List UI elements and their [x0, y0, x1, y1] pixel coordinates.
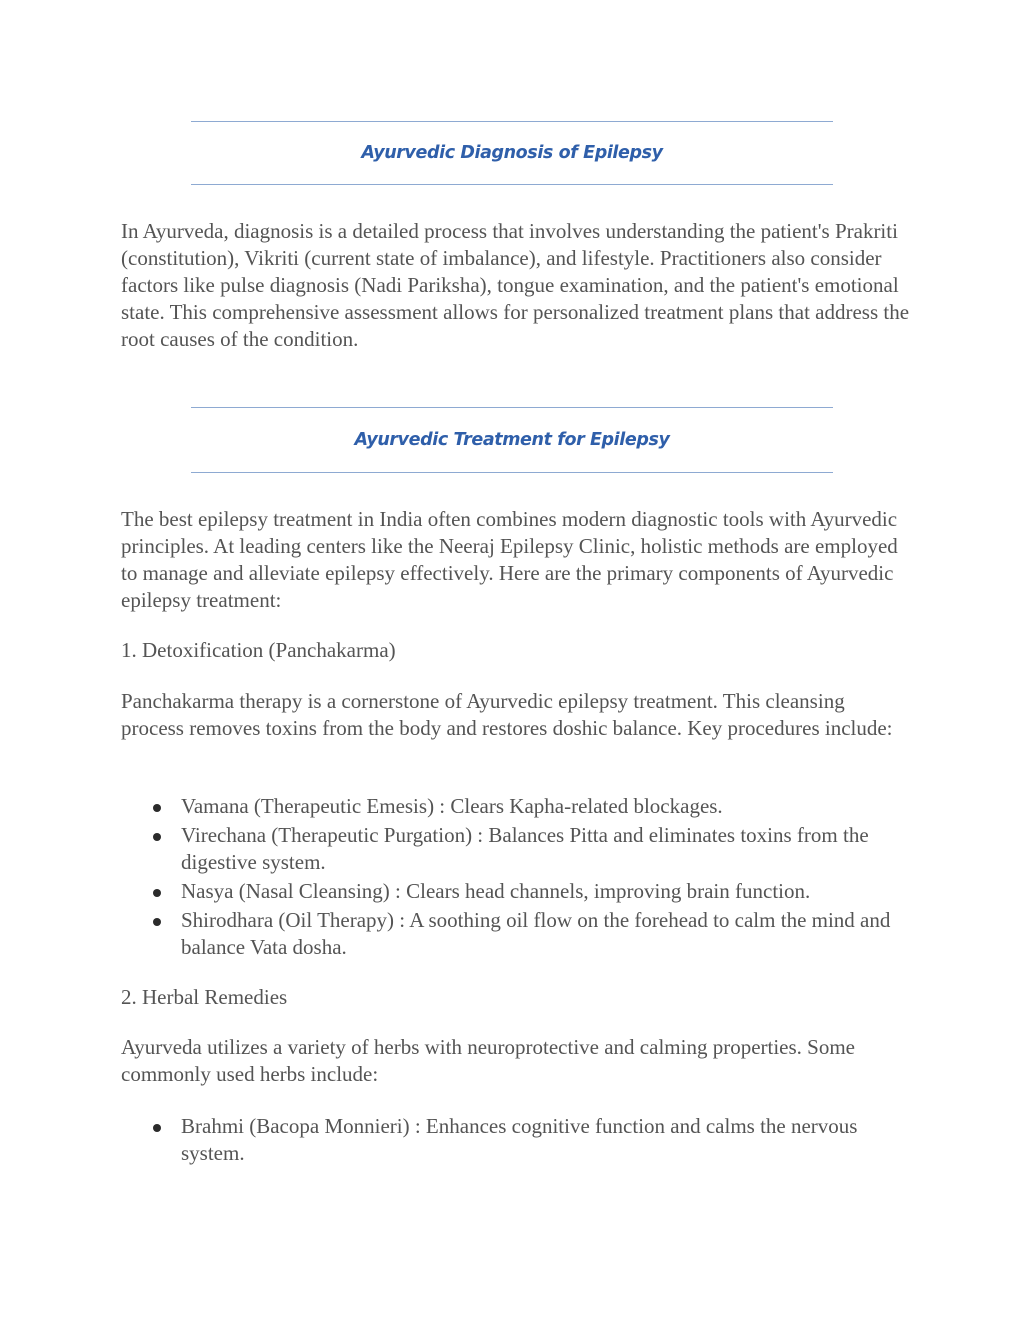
bullet-icon: [153, 804, 161, 812]
paragraph-panchakarma: Panchakarma therapy is a cornerstone of Ayurvedic epilepsy treatment. This cleansing process removes toxins from the body and restores doshic balance. Key procedures include:: [121, 689, 893, 740]
paragraph-herbal: Ayurveda utilizes a variety of herbs with neuroprotective and calming properties. Some commonly used herbs include:: [121, 1035, 856, 1086]
paragraph-treatment-intro: The best epilepsy treatment in India often combines modern diagnostic tools with Ayurvedic principles. At leading centers like the Neeraj Epilepsy Clinic, holistic methods are employed to manage and alleviate epilepsy effectively. Here are the primary components of Ayurvedic epilepsy treatment:: [121, 507, 898, 612]
list-item: [121, 822, 911, 876]
list-item: [121, 907, 911, 961]
list-item-text: Vamana (Therapeutic Emesis) : Clears Kapha-related blockages.: [181, 794, 723, 818]
list-item-text: Virechana (Therapeutic Purgation) : Balances Pitta and eliminates toxins from the digestive system.: [181, 823, 869, 874]
list-item: [121, 1113, 911, 1167]
list-item: [121, 878, 911, 905]
section-title-detoxification: 1. Detoxification (Panchakarma): [121, 638, 396, 662]
bullet-icon: [153, 889, 161, 897]
herb-list: [121, 1113, 911, 1169]
procedure-list: [121, 793, 911, 963]
bullet-icon: [153, 918, 161, 926]
section-title-herbal-remedies: 2. Herbal Remedies: [121, 985, 288, 1009]
list-item-text: Brahmi (Bacopa Monnieri) : Enhances cognitive function and calms the nervous system.: [181, 1114, 858, 1165]
heading-treatment: Ayurvedic Treatment for Epilepsy: [191, 407, 833, 473]
list-item: [121, 793, 911, 820]
bullet-icon: [153, 1124, 161, 1132]
heading-diagnosis: Ayurvedic Diagnosis of Epilepsy: [191, 121, 833, 185]
list-item-text: Shirodhara (Oil Therapy) : A soothing oil flow on the forehead to calm the mind and balance Vata dosha.: [181, 908, 891, 959]
paragraph-diagnosis: In Ayurveda, diagnosis is a detailed process that involves understanding the patient's Prakriti (constitution), Vikriti (current state of imbalance), and lifestyle. Practitioners also consider factors like pulse diagnosis (Nadi Pariksha), tongue examination, and the patient's emotional state. This comprehensive assessment allows for personalized treatment plans that address the root causes of the condition.: [121, 219, 910, 351]
list-item-text: Nasya (Nasal Cleansing) : Clears head channels, improving brain function.: [181, 879, 811, 903]
bullet-icon: [153, 833, 161, 841]
